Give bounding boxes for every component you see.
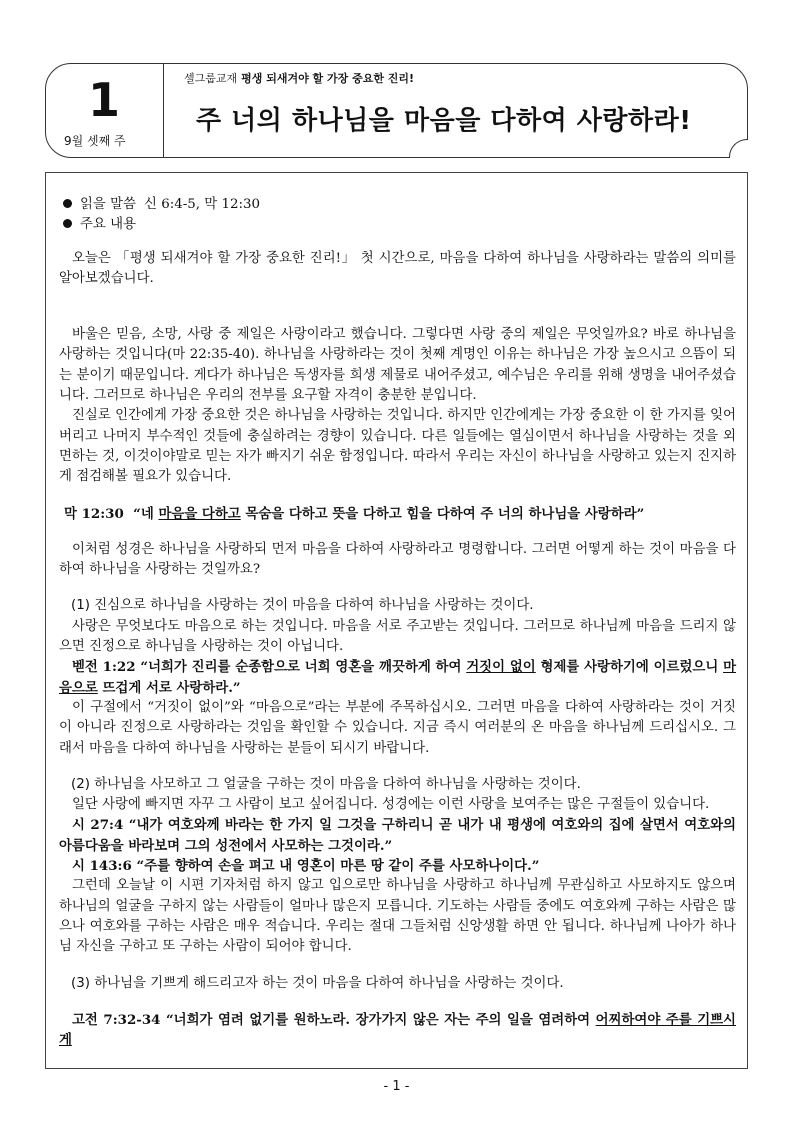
section-heading-1: (1) 진심으로 하나님을 사랑하는 것이 마음을 다하여 하나님을 사랑하는 것이다. xyxy=(71,598,534,614)
verse-text: 목숨을 다하고 뜻을 다하고 힘을 다하여 주 너의 하나님을 사랑하라” xyxy=(240,505,645,522)
page-title: 주 너의 하나님을 마음을 다하여 사랑하라! xyxy=(196,106,692,136)
header-divider xyxy=(163,64,164,157)
paragraph: 진실로 인간에게 가장 중요한 것은 하나님을 사랑하는 것입니다. 하지만 인간에게는 가장 중요한 이 한 가지를 잊어버리고 나머지 부수적인 것들에 충실하려는 경향이 있습니다. 다른 일들에는 열심이면서 하나님을 사랑하는 것을 외면하는 것, 이것이야말로 믿는 자가 빠지기 쉬운 함정입니다. 따라서 우리는 자신이 하나님을 사랑하고 있는지 진지하게 점검해볼 필요가 있습니다. xyxy=(59,408,736,485)
subtitle-series: 평생 되새겨야 할 가장 중요한 진리! xyxy=(241,72,415,85)
bullet-icon xyxy=(63,199,72,208)
reading-refs: 신 6:4-5, 막 12:30 xyxy=(144,197,261,212)
verse-text: 벧전 1:22 “너희가 진리를 순종함으로 너희 영혼을 깨끗하게 하여 xyxy=(72,659,467,676)
verse-text: 뜨겁게 서로 사랑하라.” xyxy=(97,679,241,696)
paragraph: 그런데 오늘날 이 시편 기자처럼 하지 않고 입으로만 하나님을 사랑하고 하나님께 무관심하고 사모하지도 않으며 하나님의 얼굴을 구하지 않는 사람들이 얼마나 많은지 모릅니다. 기도하는 사람들 중에도 여호와께 구하는 사람은 많으나 여호와를 구하는 사람은 매우 적습니다. 우리는 절대 그들처럼 신앙생활 하면 안 됩니다. 하나님께 나아가 하나님 자신을 구하고 또 구하는 사람이 되어야 합니다. xyxy=(59,878,736,955)
series-subtitle xyxy=(184,70,414,86)
paragraph: 일단 사랑에 빠지면 자꾸 그 사람이 보고 싶어집니다. 성경에는 이런 사랑을 보여주는 많은 구절들이 있습니다. xyxy=(72,797,710,813)
lesson-week: 9월 셋째 주 xyxy=(64,134,126,148)
lesson-content xyxy=(45,172,748,1069)
verse-text: “네 xyxy=(133,505,159,522)
lesson-number: 1 xyxy=(88,73,121,127)
verse-underline: 거짓이 없이 xyxy=(466,659,536,676)
reading-line xyxy=(63,195,736,215)
lesson-header xyxy=(45,63,748,158)
scripture-quote xyxy=(59,657,736,698)
section-heading-3: (3) 하나님을 기쁘게 해드리고자 하는 것이 마음을 다하여 하나님을 사랑하는 것이다. xyxy=(71,975,564,991)
bullet-icon xyxy=(63,219,72,228)
section-heading-2: (2) 하나님을 사모하고 그 얼굴을 구하는 것이 마음을 다하여 하나님을 사랑하는 것이다. xyxy=(71,776,581,792)
verse-text: 고전 7:32-34 “너희가 염려 없기를 원하노라. 장가가지 않은 자는 주의 일을 염려하여 xyxy=(72,1011,596,1028)
verse-text: 형제를 사랑하기에 이르렀으니 xyxy=(535,659,724,676)
paragraph: 이처럼 성경은 하나님을 사랑하되 먼저 마음을 다하여 사랑하라고 명령합니다. 그러면 어떻게 하는 것이 마음을 다하여 하나님을 사랑하는 것일까요? xyxy=(59,541,736,578)
verse-underline: 마음으로 xyxy=(59,659,737,696)
subtitle-prefix: 셀그룹교재 xyxy=(184,72,238,85)
verse-ref: 막 12:30 xyxy=(64,505,124,522)
paragraph: 바울은 믿음, 소망, 사랑 중 제일은 사랑이라고 했습니다. 그렇다면 사랑 중의 제일은 무엇일까요? 바로 하나님을 사랑하는 것입니다(마 22:35-40). 하나님을 사랑하라는 것이 첫째 계명인 이유는 하나님은 가장 높으시고 으뜸이 되는 분이기 때문입니다. 게다가 하나님은 독생자를 희생 제물로 내어주셨고, 예수님은 우리를 위해 생명을 내어주셨습니다. 그러므로 하나님은 우리의 전부를 요구할 자격이 충분한 분입니다. xyxy=(59,327,736,404)
key-verse xyxy=(64,504,736,524)
paragraph: 사랑은 무엇보다도 마음으로 하는 것입니다. 마음을 서로 주고받는 것입니다. 그러므로 하나님께 마음을 드리지 않으면 진정으로 하나님을 사랑하는 것이 아닙니다. xyxy=(59,618,736,655)
paragraph: 이 구절에서 “거짓이 없이”와 “마음으로”라는 부분에 주목하십시오. 그러면 마음을 다하여 사랑하라는 것이 거짓이 아니라 진정으로 사랑하라는 것임을 확인할 수 있습니다. 지금 즉시 여러분의 온 마음을 하나님께 드리십시오. 그래서 마음을 다하여 하나님을 사랑하는 분들이 되시기 바랍니다. xyxy=(59,699,736,756)
intro-paragraph: 오늘은 「평생 되새겨야 할 가장 중요한 진리!」 첫 시간으로, 마음을 다하여 하나님을 사랑하라는 말씀의 의미를 알아보겠습니다. xyxy=(59,250,736,286)
page-number: - 1 - xyxy=(383,1079,410,1094)
verse-underline: 마음을 다하고 xyxy=(158,505,241,522)
verse-underline: 어찌하여야 주를 기쁘시게 xyxy=(59,1011,736,1049)
scripture-quote: 시 143:6 “주를 향하여 손을 펴고 내 영혼이 마른 땅 같이 주를 사모하나이다.” xyxy=(72,858,540,875)
main-content-line xyxy=(63,215,736,235)
main-label: 주요 내용 xyxy=(80,217,136,233)
reading-label: 읽을 말씀 xyxy=(80,197,136,212)
scripture-quote: 시 27:4 “내가 여호와께 바라는 한 가지 일 그것을 구하리니 곧 내가 내 평생에 여호와의 집에 살면서 여호와의 아름다움을 바라보며 그의 성전에서 사모하는 그것이라.” xyxy=(59,817,736,854)
scripture-quote xyxy=(59,1010,736,1051)
